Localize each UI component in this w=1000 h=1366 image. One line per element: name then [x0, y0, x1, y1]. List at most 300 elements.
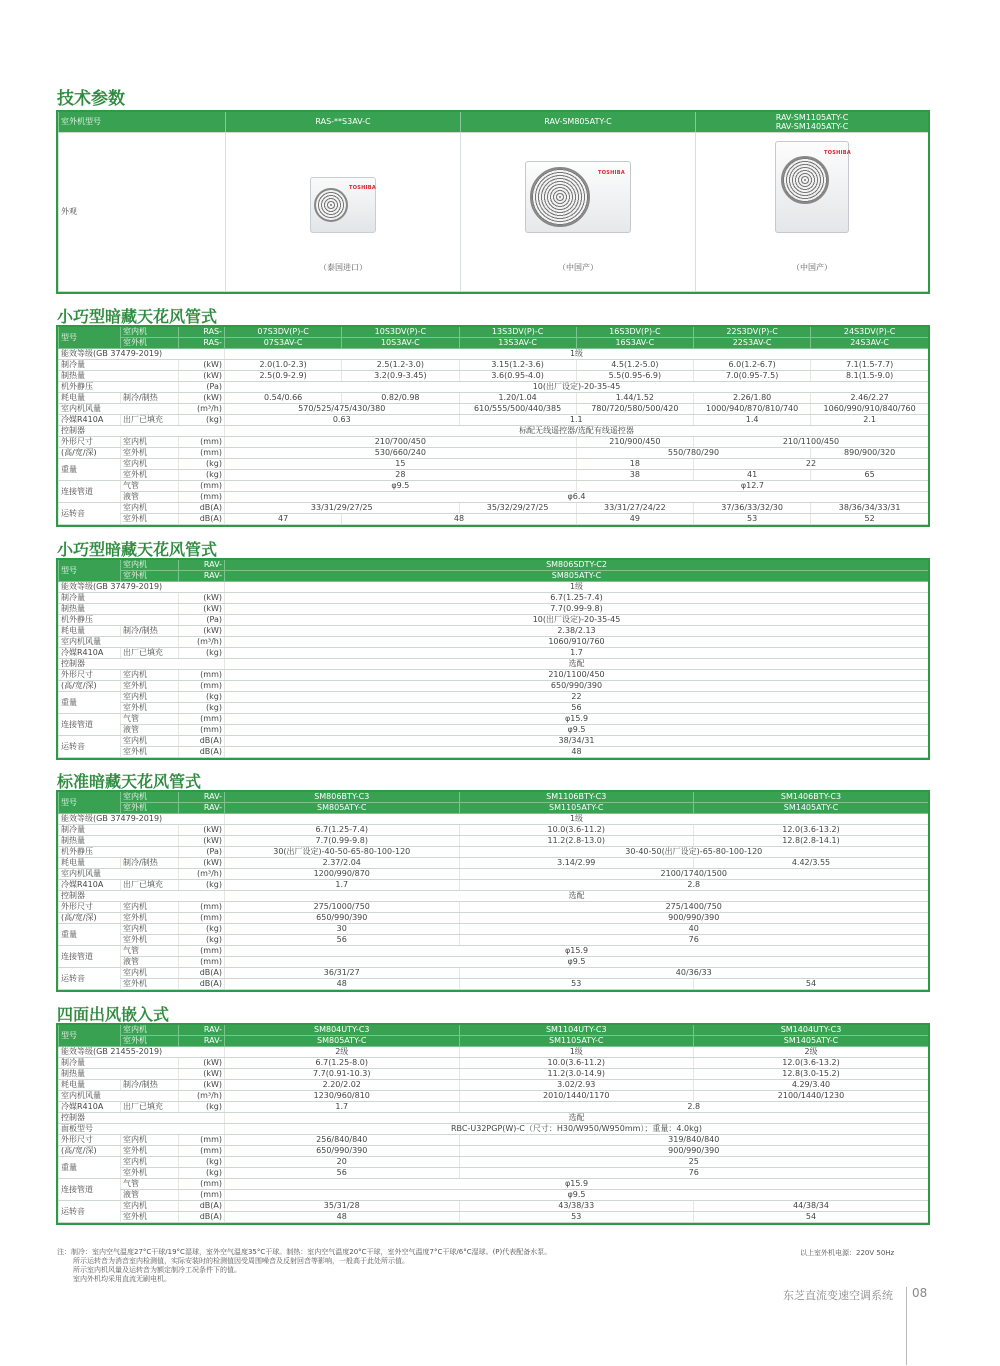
table-cell: 47 [225, 514, 342, 525]
table-cell: 1级 [225, 814, 929, 825]
table-cell: 1.7 [225, 880, 460, 891]
table-cell: 室内机 [121, 692, 179, 703]
table-cell: 室内机风量 [59, 869, 179, 880]
table-cell: (kg) [179, 459, 225, 470]
table-cell: 室外机 [121, 514, 179, 525]
table-cell: (m³/h) [179, 869, 225, 880]
table-cell: 7.7(0.99-9.8) [225, 836, 460, 847]
table-cell: 机外静压 [59, 847, 179, 858]
table-cell: 室外机 [121, 1168, 179, 1179]
table-cell: 37/36/33/32/30 [694, 503, 811, 514]
table-cell: SM1404UTY-C3 [694, 1025, 929, 1036]
table-cell: (kW) [179, 1058, 225, 1069]
table-cell: 室内机 [121, 503, 179, 514]
table-cell: 气管 [121, 946, 179, 957]
table-cell: 0.82/0.98 [342, 393, 459, 404]
table-cell: 外形尺寸 [59, 902, 121, 913]
overview-table [56, 110, 930, 294]
table-cell: (kW) [179, 836, 225, 847]
divider [906, 1287, 907, 1365]
table-cell: 33/31/29/27/25 [225, 503, 460, 514]
table-cell: 耗电量 [59, 858, 121, 869]
caption-china: （中国产） [558, 263, 598, 272]
table-cell: 标配无线遥控器/选配有线遥控器 [225, 426, 929, 437]
table-cell: 4.5(1.2-5.0) [576, 360, 693, 371]
table-cell: 制冷/制热 [121, 1080, 179, 1091]
table-cell: 12.0(3.6-13.2) [694, 1058, 929, 1069]
table-cell: (kg) [179, 924, 225, 935]
table-cell: 选配 [225, 659, 929, 670]
table-cell: (高/宽/深) [59, 681, 121, 692]
table-cell: 38/36/34/33/31 [811, 503, 928, 514]
table-cell: 780/720/580/500/420 [576, 404, 693, 415]
table-cell: 1.7 [225, 648, 929, 659]
table-cell: (kg) [179, 1157, 225, 1168]
table-cell: 制冷/制热 [121, 393, 179, 404]
toshiba-logo: TOSHIBA [824, 150, 852, 156]
table-cell: 连接管道 [59, 714, 121, 736]
table-cell: 重量 [59, 1157, 121, 1179]
table-cell: 控制器 [59, 426, 225, 437]
table-cell: (kW) [179, 593, 225, 604]
table-cell: 出厂已填充 [121, 880, 179, 891]
table-cell: (kg) [179, 470, 225, 481]
table-cell: 耗电量 [59, 1080, 121, 1091]
table-cell: 1060/910/760 [225, 637, 929, 648]
table-cell: φ9.5 [225, 1190, 929, 1201]
table-cell: 室内机 [121, 1135, 179, 1146]
table-cell: φ12.7 [576, 481, 928, 492]
table-cell: 3.2(0.9-3.45) [342, 371, 459, 382]
table-cell: 48 [225, 1212, 460, 1223]
table-cell: 530/660/240 [225, 448, 577, 459]
table-cell: 56 [225, 703, 929, 714]
table-cell: 外形尺寸 [59, 437, 121, 448]
table-cell: 24S3AV-C [811, 338, 928, 349]
table-cell: 型号 [59, 560, 121, 582]
table-cell: dB(A) [179, 747, 225, 758]
table-cell: 运转音 [59, 503, 121, 525]
table-cell: 11.2(3.0-14.9) [459, 1069, 694, 1080]
table-cell: 48 [225, 979, 460, 990]
table-cell: 控制器 [59, 891, 225, 902]
unit-photo-mid [461, 133, 696, 292]
table-cell: SM1105ATY-C [459, 1036, 694, 1047]
table-cell: 20 [225, 1157, 460, 1168]
table-cell: (mm) [179, 1190, 225, 1201]
section-title: 小巧型暗藏天花风管式 [57, 307, 218, 326]
table-cell: 53 [694, 514, 811, 525]
toshiba-logo: TOSHIBA [349, 185, 377, 191]
table-cell: (高/宽/深) [59, 913, 121, 924]
table-cell: 1.1 [459, 415, 694, 426]
table-cell: SM805ATY-C [225, 803, 460, 814]
table-cell: (kg) [179, 1168, 225, 1179]
table-cell: 319/840/840 [459, 1135, 928, 1146]
outdoor-unit-image [310, 177, 376, 233]
table-cell: 3.14/2.99 [459, 858, 694, 869]
table-cell: 2.8 [459, 1102, 928, 1113]
table-cell: 室内机 [121, 437, 179, 448]
table-cell: (mm) [179, 957, 225, 968]
page-number: 08 [912, 1286, 928, 1300]
table-cell: 54 [694, 979, 929, 990]
table-cell: 室内机 [121, 327, 179, 338]
table-cell: 室外机 [121, 1146, 179, 1157]
table-cell: 3.6(0.95-4.0) [459, 371, 576, 382]
table-cell: 56 [225, 935, 460, 946]
table-cell: 制热量 [59, 371, 179, 382]
table-cell: 能效等级(GB 21455-2019) [59, 1047, 225, 1058]
table-cell: 48 [342, 514, 577, 525]
table-cell: 面板型号 [59, 1124, 225, 1135]
table-cell: 44/38/34 [694, 1201, 929, 1212]
table-cell: RAV- [179, 792, 225, 803]
page-title: 技术参数 [57, 89, 125, 109]
table-cell: 22S3AV-C [694, 338, 811, 349]
table-cell: 室外机 [121, 1036, 179, 1047]
footnote-1: 注：制冷：室内空气温度27°C干球/19°C湿球，室外空气温度35°C干球。制热：室内空气温度20°C干球，室外空气温度7°C干球/6°C湿球。(P)代表配备水泵。 [57, 1248, 552, 1256]
table-cell: 2.37/2.04 [225, 858, 460, 869]
table-cell: 275/1000/750 [225, 902, 460, 913]
overview-model-1: RAS-**S3AV-C [226, 112, 461, 133]
table-cell: 10.0(3.6-11.2) [459, 825, 694, 836]
power-note: 以上室外机电源：220V 50Hz [800, 1249, 895, 1257]
table-cell: (kW) [179, 604, 225, 615]
table-cell: 出厂已填充 [121, 648, 179, 659]
table-cell: 48 [225, 747, 929, 758]
table-cell: 液管 [121, 1190, 179, 1201]
table-cell: 12.8(3.0-15.2) [694, 1069, 929, 1080]
table-cell: 液管 [121, 492, 179, 503]
table-cell: (kW) [179, 393, 225, 404]
table-cell: (kg) [179, 1102, 225, 1113]
table-cell: 36/31/27 [225, 968, 460, 979]
unit-photo-small [226, 133, 461, 292]
table-cell: 运转音 [59, 968, 121, 990]
table-cell: 液管 [121, 725, 179, 736]
table-cell: (mm) [179, 670, 225, 681]
table-cell: 1.20/1.04 [459, 393, 576, 404]
unit-photo-big [696, 133, 929, 292]
table-cell: 制冷量 [59, 593, 179, 604]
table-cell: 2.8 [459, 880, 928, 891]
table-cell: (kW) [179, 1069, 225, 1080]
table-cell: 2100/1440/1230 [694, 1091, 929, 1102]
table-cell: 气管 [121, 1179, 179, 1190]
table-cell: RAS- [179, 338, 225, 349]
table-cell: 2.5(0.9-2.9) [225, 371, 342, 382]
table-cell: 型号 [59, 792, 121, 814]
table-cell: RAV- [179, 560, 225, 571]
table-cell: 30(出厂设定)-40-50-65-80-100-120 [225, 847, 460, 858]
table-cell: SM1406BTY-C3 [694, 792, 929, 803]
footnote-2: 所示运转音为消音室内检测值，实际安装时的检测值因受周围噪音及反射回音等影响，一般高于此处所示值。 [73, 1257, 409, 1265]
table-cell: 4.42/3.55 [694, 858, 929, 869]
table-cell: 210/700/450 [225, 437, 577, 448]
table-cell: 6.7(1.25-7.4) [225, 825, 460, 836]
table-cell: 运转音 [59, 736, 121, 758]
table-cell: 室内机 [121, 670, 179, 681]
table-cell: RAS- [179, 327, 225, 338]
table-cell: (kg) [179, 703, 225, 714]
table-cell: 65 [811, 470, 928, 481]
table-cell: 2.5(1.2-3.0) [342, 360, 459, 371]
table-cell: 18 [576, 459, 693, 470]
table-cell: 7.1(1.5-7.7) [811, 360, 928, 371]
table-cell: 制热量 [59, 1069, 179, 1080]
table-cell: (kg) [179, 415, 225, 426]
overview-model-3 [696, 112, 929, 133]
table-cell: (mm) [179, 1146, 225, 1157]
table-cell: 制热量 [59, 836, 179, 847]
table-cell: 7.7(0.91-10.3) [225, 1069, 460, 1080]
section-title: 四面出风嵌入式 [57, 1005, 170, 1024]
table-cell: (mm) [179, 913, 225, 924]
table-cell: 2.38/2.13 [225, 626, 929, 637]
table-cell: 室内机 [121, 560, 179, 571]
table-cell: 2.20/2.02 [225, 1080, 460, 1091]
table-cell: 冷媒R410A [59, 1102, 121, 1113]
table-cell: 43/38/33 [459, 1201, 694, 1212]
table-cell: 室内机风量 [59, 1091, 179, 1102]
table-cell: 76 [459, 935, 928, 946]
table-cell: 室内机风量 [59, 404, 179, 415]
table-cell: 选配 [225, 1113, 929, 1124]
table-cell: 900/990/390 [459, 1146, 928, 1157]
table-cell: RAV- [179, 1025, 225, 1036]
table-cell: 0.63 [225, 415, 460, 426]
table-cell: (高/宽/深) [59, 1146, 121, 1157]
table-cell: 制冷/制热 [121, 626, 179, 637]
table-cell: 室内机 [121, 736, 179, 747]
table-cell: SM805ATY-C [225, 571, 929, 582]
table-cell: 室外机 [121, 470, 179, 481]
table-cell: 耗电量 [59, 626, 121, 637]
table-cell: 室外机 [121, 935, 179, 946]
table-cell: 2.0(1.0-2.3) [225, 360, 342, 371]
table-cell: 6.7(1.25-7.4) [225, 593, 929, 604]
table-cell: 53 [459, 1212, 694, 1223]
brand-name: 东芝直流变速空调系统 [783, 1289, 893, 1302]
table-cell: 室内机 [121, 1025, 179, 1036]
table-cell: 液管 [121, 957, 179, 968]
table-cell: RBC-U32PGP(W)-C（尺寸：H30/W950/W950mm）；重量：4.0kg) [225, 1124, 929, 1135]
spec-table-2 [56, 558, 930, 760]
table-cell: 07S3DV(P)-C [225, 327, 342, 338]
table-cell: 53 [459, 979, 694, 990]
table-cell: SM1105ATY-C [459, 803, 694, 814]
table-cell: SM1405ATY-C [694, 803, 929, 814]
table-cell: 出厂已填充 [121, 415, 179, 426]
table-cell: 33/31/27/24/22 [576, 503, 693, 514]
table-cell: 能效等级(GB 37479-2019) [59, 814, 225, 825]
table-cell: 16S3DV(P)-C [576, 327, 693, 338]
table-cell: 76 [459, 1168, 928, 1179]
table-cell: 连接管道 [59, 1179, 121, 1201]
table-cell: 38/34/31 [225, 736, 929, 747]
table-cell: φ15.9 [225, 946, 929, 957]
table-cell: (kW) [179, 371, 225, 382]
caption-thailand: （泰国进口） [319, 263, 367, 272]
table-cell: 室内机风量 [59, 637, 179, 648]
text: RAV-SM1105ATY-C [775, 113, 849, 122]
table-cell: (kW) [179, 858, 225, 869]
table-cell: 2010/1440/1170 [459, 1091, 694, 1102]
table-cell: 10S3DV(P)-C [342, 327, 459, 338]
table-cell: 室外机 [121, 681, 179, 692]
table-cell: 室内机 [121, 459, 179, 470]
table-cell: 7.0(0.95-7.5) [694, 371, 811, 382]
table-cell: 室外机 [121, 913, 179, 924]
table-cell: 制热量 [59, 604, 179, 615]
table-cell: 210/1100/450 [694, 437, 929, 448]
table-cell: 10(出厂设定)-20-35-45 [225, 382, 929, 393]
table-cell: dB(A) [179, 968, 225, 979]
table-cell: (mm) [179, 681, 225, 692]
table-cell: 275/1400/750 [459, 902, 928, 913]
table-cell: (kW) [179, 626, 225, 637]
table-cell: 室外机 [121, 979, 179, 990]
table-cell: 2.46/2.27 [811, 393, 928, 404]
table-cell: (mm) [179, 448, 225, 459]
table-cell: 1060/990/910/840/760 [811, 404, 928, 415]
table-cell: 室内机 [121, 968, 179, 979]
table-cell: dB(A) [179, 979, 225, 990]
table-cell: 1.44/1.52 [576, 393, 693, 404]
table-cell: dB(A) [179, 514, 225, 525]
table-cell: 6.7(1.25-8.0) [225, 1058, 460, 1069]
table-cell: 22S3DV(P)-C [694, 327, 811, 338]
table-cell: (kg) [179, 692, 225, 703]
table-cell: 24S3DV(P)-C [811, 327, 928, 338]
table-cell: 室外机 [121, 747, 179, 758]
caption-china: （中国产） [792, 263, 832, 272]
table-cell: 外形尺寸 [59, 1135, 121, 1146]
table-cell: 出厂已填充 [121, 1102, 179, 1113]
table-cell: (mm) [179, 1135, 225, 1146]
table-cell: 室内机 [121, 792, 179, 803]
table-cell: 外形尺寸 [59, 670, 121, 681]
table-cell: (m³/h) [179, 404, 225, 415]
table-cell: 冷媒R410A [59, 648, 121, 659]
table-cell: 550/780/290 [576, 448, 811, 459]
table-cell: 12.8(2.8-14.1) [694, 836, 929, 847]
table-cell: 能效等级(GB 37479-2019) [59, 349, 225, 360]
table-cell: 6.0(1.2-6.7) [694, 360, 811, 371]
table-cell: 冷媒R410A [59, 880, 121, 891]
table-cell: 2级 [225, 1047, 460, 1058]
table-cell: (mm) [179, 946, 225, 957]
table-cell: 机外静压 [59, 615, 179, 626]
table-cell: (mm) [179, 714, 225, 725]
table-cell: (mm) [179, 1179, 225, 1190]
table-cell: 41 [694, 470, 811, 481]
table-cell: 3.02/2.93 [459, 1080, 694, 1091]
table-cell: φ9.5 [225, 725, 929, 736]
table-cell: 1.7 [225, 1102, 460, 1113]
table-cell: 210/900/450 [576, 437, 693, 448]
table-cell: 30 [225, 924, 460, 935]
table-cell: (mm) [179, 481, 225, 492]
table-cell: 16S3AV-C [576, 338, 693, 349]
table-cell: 570/525/475/430/380 [225, 404, 460, 415]
table-cell: RAV- [179, 803, 225, 814]
table-cell: (mm) [179, 902, 225, 913]
table-cell: 室内机 [121, 1201, 179, 1212]
table-cell: 52 [811, 514, 928, 525]
table-cell: SM805ATY-C [225, 1036, 460, 1047]
table-cell: 7.7(0.99-9.8) [225, 604, 929, 615]
table-cell: 室内机 [121, 924, 179, 935]
table-cell: (高/宽/深) [59, 448, 121, 459]
table-cell: 650/990/390 [225, 1146, 460, 1157]
table-cell: 22 [694, 459, 929, 470]
table-cell: φ15.9 [225, 714, 929, 725]
table-cell: 210/1100/450 [225, 670, 929, 681]
table-cell: 室外机 [121, 803, 179, 814]
table-cell: SM806SDTY-C2 [225, 560, 929, 571]
table-cell: φ6.4 [225, 492, 929, 503]
table-cell: (kW) [179, 1080, 225, 1091]
table-cell: dB(A) [179, 1212, 225, 1223]
table-cell: 2.26/1.80 [694, 393, 811, 404]
table-cell: 选配 [225, 891, 929, 902]
table-cell: 0.54/0.66 [225, 393, 342, 404]
table-cell: 室外机 [121, 703, 179, 714]
table-cell: 室外机 [121, 448, 179, 459]
table-cell: dB(A) [179, 736, 225, 747]
table-cell: 10(出厂设定)-20-35-45 [225, 615, 929, 626]
table-cell: SM1106BTY-C3 [459, 792, 694, 803]
table-cell: φ9.5 [225, 481, 577, 492]
table-cell: (Pa) [179, 615, 225, 626]
text: RAV-SM1405ATY-C [775, 122, 849, 131]
table-cell: 13S3DV(P)-C [459, 327, 576, 338]
table-cell: 1级 [225, 582, 929, 593]
table-cell: 室外机 [121, 1212, 179, 1223]
table-cell: 22 [225, 692, 929, 703]
table-cell: 2.1 [811, 415, 928, 426]
table-cell: (m³/h) [179, 637, 225, 648]
table-cell: 49 [576, 514, 693, 525]
table-cell: 4.29/3.40 [694, 1080, 929, 1091]
table-cell: 室内机 [121, 902, 179, 913]
table-cell: 控制器 [59, 659, 225, 670]
table-cell: 连接管道 [59, 481, 121, 503]
table-cell: 38 [576, 470, 693, 481]
table-cell: 12.0(3.6-13.2) [694, 825, 929, 836]
appearance-label: 外观 [59, 133, 226, 292]
table-cell: 8.1(1.5-9.0) [811, 371, 928, 382]
table-cell: (kg) [179, 935, 225, 946]
table-cell: 900/990/390 [459, 913, 928, 924]
table-cell: 1.4 [694, 415, 811, 426]
overview-model-2: RAV-SM805ATY-C [461, 112, 696, 133]
table-cell: 1230/960/810 [225, 1091, 460, 1102]
table-cell: 10.0(3.6-11.2) [459, 1058, 694, 1069]
table-cell: 重量 [59, 924, 121, 946]
table-cell: 10S3AV-C [342, 338, 459, 349]
table-cell: 制冷量 [59, 1058, 179, 1069]
table-cell: 连接管道 [59, 946, 121, 968]
table-cell: φ15.9 [225, 1179, 929, 1190]
table-cell: 35/32/29/27/25 [459, 503, 576, 514]
table-cell: φ9.5 [225, 957, 929, 968]
table-cell: 5.5(0.95-6.9) [576, 371, 693, 382]
table-cell: (kg) [179, 880, 225, 891]
table-cell: 型号 [59, 1025, 121, 1047]
